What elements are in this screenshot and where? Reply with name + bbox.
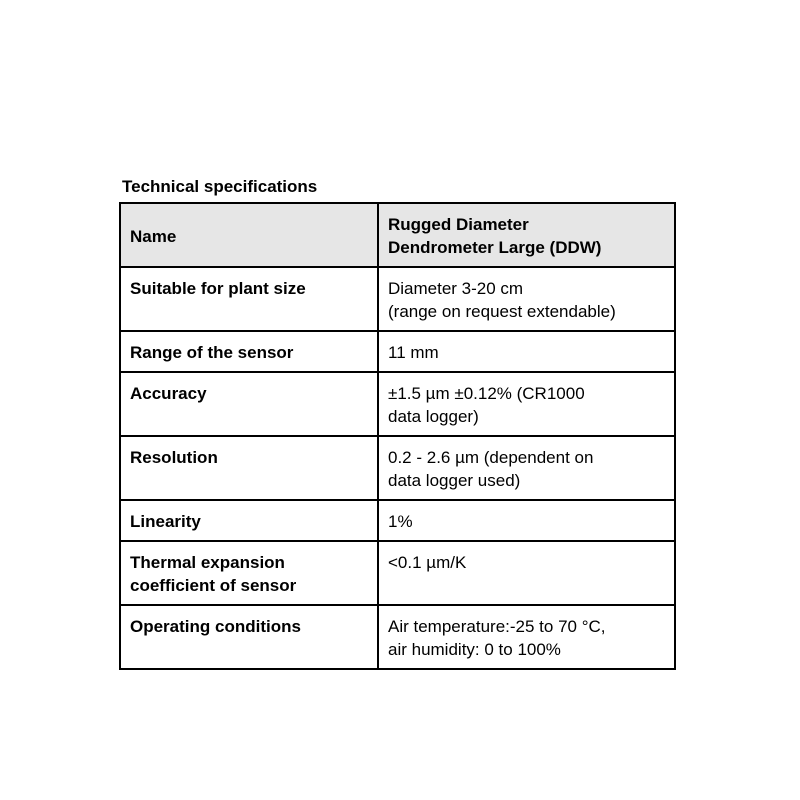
row-value-cell <box>378 372 675 436</box>
row-label-cell <box>120 605 378 669</box>
row-value-line: 0.2 - 2.6 µm (dependent on <box>388 448 594 467</box>
row-label-cell <box>120 500 378 541</box>
row-label: Suitable for plant size <box>130 279 306 298</box>
table-row <box>120 605 675 669</box>
row-value-cell <box>378 605 675 669</box>
row-label-cell <box>120 267 378 331</box>
row-value-line: 1% <box>388 512 413 531</box>
row-label: Linearity <box>130 512 201 531</box>
product-name-line-2: Dendrometer Large (DDW) <box>388 238 602 257</box>
header-name-label: Name <box>130 226 177 246</box>
row-value-line: data logger used) <box>388 471 521 490</box>
row-label: Range of the sensor <box>130 343 294 362</box>
row-value-line: (range on request extendable) <box>388 302 616 321</box>
row-value-line: <0.1 µm/K <box>388 553 467 572</box>
page-title: Technical specifications <box>122 177 318 196</box>
spec-table <box>119 202 676 670</box>
row-label-cell <box>120 331 378 372</box>
row-value-line: ±1.5 µm ±0.12% (CR1000 <box>388 384 585 403</box>
row-value-cell <box>378 267 675 331</box>
row-value-cell <box>378 436 675 500</box>
row-value-line: 11 mm <box>388 343 439 362</box>
row-label: Accuracy <box>130 384 207 403</box>
row-value-line: Air temperature:-25 to 70 °C, <box>388 617 606 636</box>
row-value-line: Diameter 3-20 cm <box>388 279 524 298</box>
row-value-cell <box>378 500 675 541</box>
row-label: Resolution <box>130 448 218 467</box>
row-value-cell <box>378 331 675 372</box>
table-row <box>120 436 675 500</box>
header-product-cell <box>378 203 675 267</box>
table-header-row <box>120 203 675 267</box>
table-row <box>120 541 675 605</box>
row-label-cell <box>120 436 378 500</box>
table-row <box>120 500 675 541</box>
row-label-cell <box>120 541 378 605</box>
row-value-line: data logger) <box>388 407 479 426</box>
row-label: coefficient of sensor <box>130 576 297 595</box>
product-name-line-1: Rugged Diameter <box>388 215 529 234</box>
row-label: Thermal expansion <box>130 553 285 572</box>
row-label: Operating conditions <box>130 617 301 636</box>
table-row <box>120 267 675 331</box>
row-value-cell <box>378 541 675 605</box>
table-row <box>120 331 675 372</box>
table-row <box>120 372 675 436</box>
row-value-line: air humidity: 0 to 100% <box>388 640 561 659</box>
row-label-cell <box>120 372 378 436</box>
header-name-cell <box>120 203 378 267</box>
